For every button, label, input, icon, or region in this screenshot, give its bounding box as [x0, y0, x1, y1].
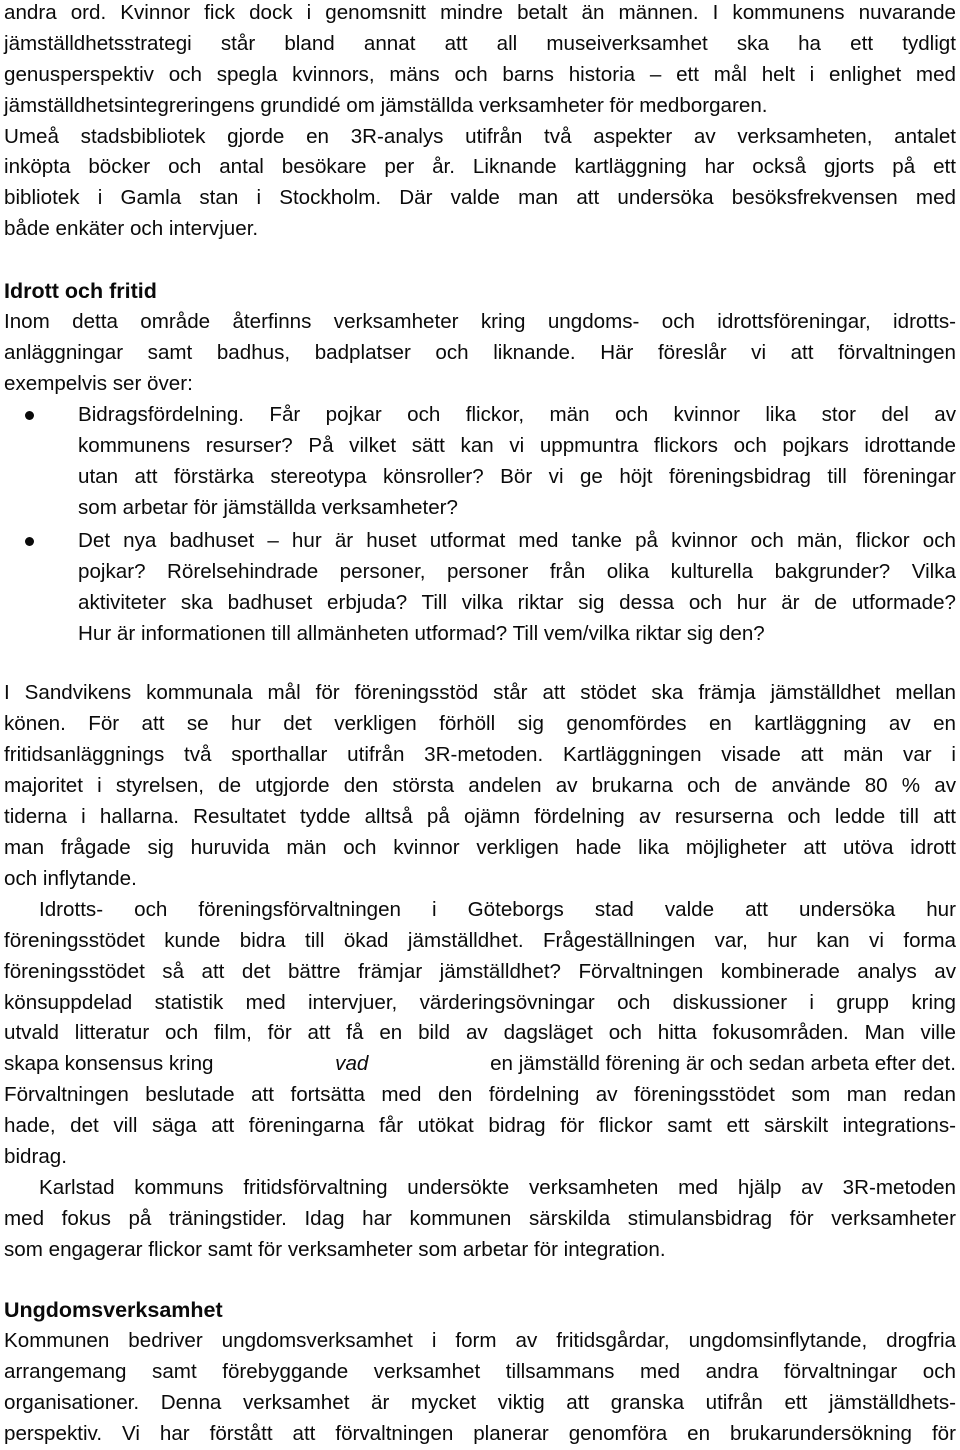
text-line: bibliotek i Gamla stan i Stockholm. Där valde man att undersöka besöksfrekvensen med: [4, 186, 956, 209]
text-fragment: en jämställd förening är och sedan arbeta efter det.: [490, 1052, 956, 1075]
text-line: föreningsstödet så att det bättre främjar jämställdhet? Förvaltningen kombinerade analys av: [4, 960, 956, 983]
text-line: bidrag.: [4, 1145, 67, 1168]
text-line: med fokus på träningstider. Idag har kommunen särskilda stimulansbidrag för verksamheter: [4, 1207, 956, 1230]
text-line: inköpta böcker och antal besökare per år. Liknande kartläggning har också gjorts på ett: [4, 155, 956, 178]
bullet-line: Det nya badhuset – hur är huset utformat med tanke på kvinnor och män, flickor och: [78, 529, 956, 552]
text-line: Kommunen bedriver ungdomsverksamhet i form av fritidsgårdar, ungdomsinflytande, drogfria: [4, 1329, 956, 1352]
text-line: könsuppdelad statistik med intervjuer, värderingsövningar och diskussioner i grupp kring: [4, 991, 956, 1014]
emphasized-word: vad: [335, 1052, 369, 1075]
bullet-icon: [25, 411, 34, 420]
bullet-line: som arbetar för jämställda verksamheter?: [78, 496, 458, 519]
bullet-line: kommunens resurser? På vilket sätt kan vi uppmuntra flickors och pojkars idrottande: [78, 434, 956, 457]
bullet-line: utan att förstärka stereotypa könsroller? Bör vi ge höjt föreningsbidrag till föreningar: [78, 465, 956, 488]
section-heading-idrott: Idrott och fritid: [4, 279, 157, 303]
text-line: jämställdhetsstrategi står bland annat att all museiverksamhet ska ha ett tydligt: [4, 32, 956, 55]
bullet-line: Hur är informationen till allmänheten utformad? Till vem/vilka riktar sig den?: [78, 622, 765, 645]
text-line: andra ord. Kvinnor fick dock i genomsnitt mindre betalt än männen. I kommunens nuvarande: [4, 1, 956, 24]
text-line: jämställdhetsintegreringens grundidé om jämställda verksamheter för medborgaren.: [4, 94, 768, 117]
text-line: arrangemang samt förebyggande verksamhet tillsammans med andra förvaltningar och: [4, 1360, 956, 1383]
text-line: fritidsanläggnings två sporthallar utifrån 3R-metoden. Kartläggningen visade att män var i: [4, 743, 956, 766]
text-line: hade, det vill säga att föreningarna får utökat bidrag för flickor samt ett särskilt integrations-: [4, 1114, 956, 1137]
text-line: och inflytande.: [4, 867, 137, 890]
bullet-icon: [25, 537, 34, 546]
text-line: både enkäter och intervjuer.: [4, 217, 259, 240]
section-heading-ungdom: Ungdomsverksamhet: [4, 1298, 223, 1322]
text-line: man frågade sig huruvida män och kvinnor verkligen hade lika möjligheter att utöva idrott: [4, 836, 956, 859]
text-line: Inom detta område återfinns verksamheter kring ungdoms- och idrottsföreningar, idrotts-: [4, 310, 956, 333]
text-line: Förvaltningen beslutade att fortsätta med den fördelning av föreningsstödet som man redan: [4, 1083, 956, 1106]
text-line: majoritet i styrelsen, de utgjorde den största andelen av brukarna och de använde 80 % av: [4, 774, 956, 797]
text-line: utvald litteratur och film, för att få en bild av dagsläget och hitta fokusområden. Man ville: [4, 1021, 956, 1044]
bullet-line: aktiviteter ska badhuset erbjuda? Till vilka riktar sig dessa och hur är de utformade?: [78, 591, 956, 614]
text-line: tiderna i hallarna. Resultatet tydde alltså på ojämn fördelning av resurserna och ledde till att: [4, 805, 956, 828]
bullet-line: Bidragsfördelning. Får pojkar och flickor, män och kvinnor lika stor del av: [78, 403, 956, 426]
text-line: som engagerar flickor samt för verksamheter som arbetar för integration.: [4, 1238, 666, 1261]
text-line: föreningsstödet kunde bidra till ökad jämställdhet. Frågeställningen var, hur kan vi forma: [4, 929, 956, 952]
text-line: Idrotts- och föreningsförvaltningen i Göteborgs stad valde att undersöka hur: [39, 898, 956, 921]
text-line: Umeå stadsbibliotek gjorde en 3R-analys utifrån två aspekter av verksamheten, antalet: [4, 125, 956, 148]
bullet-line: pojkar? Rörelsehindrade personer, personer från olika kulturella bakgrunder? Vilka: [78, 560, 956, 583]
text-line: I Sandvikens kommunala mål för föreningsstöd står att stödet ska främja jämställdhet mellan: [4, 681, 956, 704]
text-line: genusperspektiv och spegla kvinnors, mäns och barns historia – ett mål helt i enlighet med: [4, 63, 956, 86]
text-line: könen. För att se hur det verkligen förhöll sig genomfördes en kartläggning av en: [4, 712, 956, 735]
text-fragment: skapa konsensus kring: [4, 1052, 214, 1075]
text-line: exempelvis ser över:: [4, 372, 193, 395]
text-line: organisationer. Denna verksamhet är mycket viktig att granska utifrån ett jämställdhets-: [4, 1391, 956, 1414]
text-line: anläggningar samt badhus, badplatser och liknande. Här föreslår vi att förvaltningen: [4, 341, 956, 364]
text-line: perspektiv. Vi har förstått att förvaltningen planerar genomföra en brukarundersökning för: [4, 1422, 956, 1445]
text-line-emphasis: [4, 1049, 956, 1079]
text-line: Karlstad kommuns fritidsförvaltning undersökte verksamheten med hjälp av 3R-metoden: [39, 1176, 956, 1199]
